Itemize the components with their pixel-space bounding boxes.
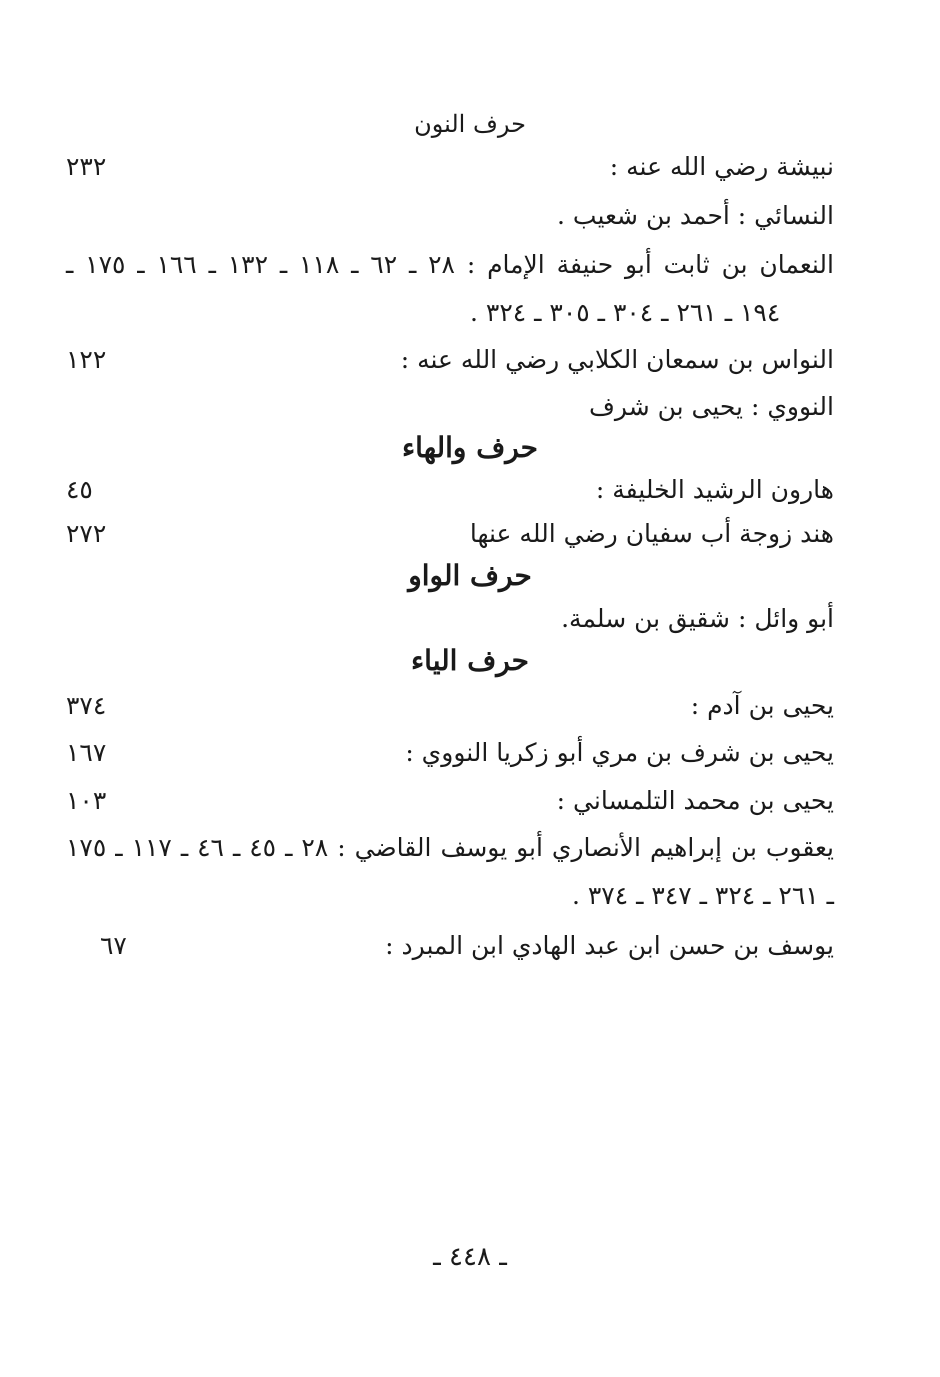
entry-yahya-adam: يحيى بن آدم : (690, 691, 834, 720)
entry-hind-pages: ٢٧٢ (66, 519, 107, 548)
section-heading-waw: حرف الواو (408, 559, 532, 592)
entry-yaqub-line2: ـ ٢٦١ ـ ٣٢٤ ـ ٣٤٧ ـ ٣٧٤ . (571, 881, 834, 910)
entry-harun-pages: ٤٥ (66, 475, 93, 504)
section-heading-nun: حرف النون (414, 110, 526, 138)
entry-yahya-sharaf-pages: ١٦٧ (66, 738, 107, 767)
entry-nubaysha: نبيشة رضي الله عنه : (609, 152, 834, 181)
entry-yusuf: يوسف بن حسن ابن عبد الهادي ابن المبرد : (385, 931, 834, 960)
entry-harun: هارون الرشيد الخليفة : (595, 475, 834, 504)
entry-yaqub-line1: يعقوب بن إبراهيم الأنصاري أبو يوسف القاضي : ٢٨ ـ ٤٥ ـ ٤٦ ـ ١١٧ ـ ١٧٥ (66, 833, 835, 862)
entry-yahya-tilimsani-pages: ١٠٣ (66, 786, 107, 815)
section-heading-ya: حرف الياء (411, 644, 529, 677)
entry-hind: هند زوجة أب سفيان رضي الله عنها (469, 519, 834, 548)
entry-yahya-adam-pages: ٣٧٤ (66, 691, 107, 720)
entry-nasai: النسائي : أحمد بن شعيب . (557, 201, 834, 230)
section-heading-ha: حرف والهاء (402, 431, 538, 464)
page-number: ـ ٤٤٨ ـ (433, 1242, 507, 1272)
entry-abu-wail: أبو وائل : شقيق بن سلمة. (561, 604, 834, 633)
entry-yusuf-pages: ٦٧ (100, 931, 127, 960)
entry-numan-line2: ١٩٤ ـ ٢٦١ ـ ٣٠٤ ـ ٣٠٥ ـ ٣٢٤ . (470, 298, 781, 327)
entry-nawwas-pages: ١٢٢ (66, 345, 107, 374)
entry-numan-line1: النعمان بن ثابت أبو حنيفة الإمام : ٢٨ ـ ٦٢ ـ ١١٨ ـ ١٣٢ ـ ١٦٦ ـ ١٧٥ ـ (66, 250, 834, 279)
entry-nawwas: النواس بن سمعان الكلابي رضي الله عنه : (400, 345, 834, 374)
entry-yahya-tilimsani: يحيى بن محمد التلمساني : (556, 786, 834, 815)
entry-yahya-sharaf: يحيى بن شرف بن مري أبو زكريا النووي : (405, 738, 834, 767)
entry-nawawi: النووي : يحيى بن شرف (589, 392, 834, 421)
entry-nubaysha-pages: ٢٣٢ (66, 152, 107, 181)
